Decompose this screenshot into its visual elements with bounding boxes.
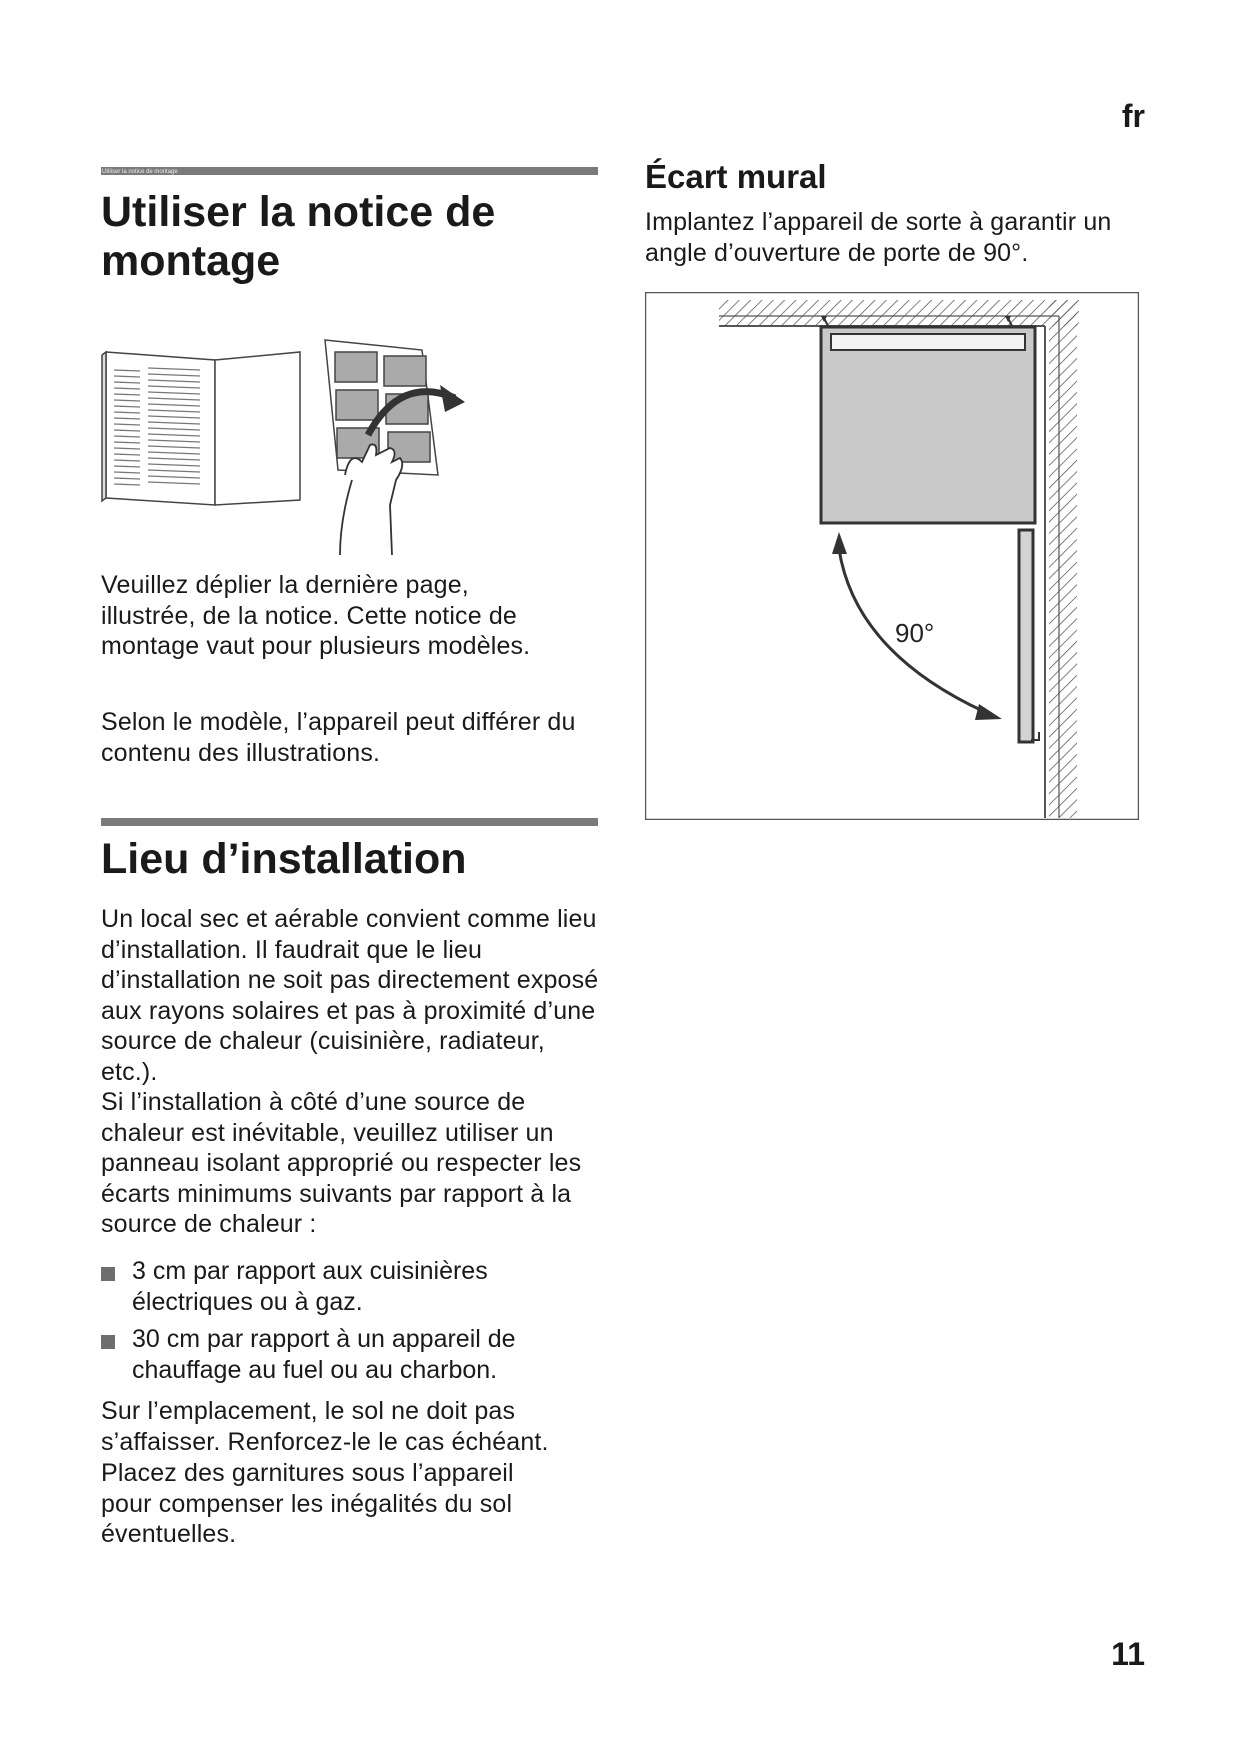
hand-icon xyxy=(340,444,402,555)
side-wall xyxy=(1049,300,1077,818)
bullet-square xyxy=(101,1267,115,1281)
paragraph: Selon le modèle, l’appareil peut différer du contenu des illustrations. xyxy=(101,708,576,767)
paragraph: Veuillez déplier la dernière page, illustrée, de la notice. Cette notice de montage vaut pour plusieurs modèles. xyxy=(101,571,531,660)
section-title-notice: Utiliser la notice de montage xyxy=(101,188,496,285)
section-label: Utiliser la notice de montage xyxy=(102,169,178,175)
paragraph: Placez des garnitures sous l’appareil pour compenser les inégalités du sol éventuelles. xyxy=(101,1459,514,1548)
bullet-square xyxy=(101,1335,115,1349)
wall-clearance-diagram xyxy=(645,292,1139,820)
distance-list xyxy=(101,1256,601,1392)
paragraph: Un local sec et aérable convient comme lieu d’installation. Il faudrait que le lieu d’installation ne soit pas directement exposé aux rayons solaires et pas à proximité d’une source de chaleur (cuisinière, radiateur, etc.). xyxy=(101,905,599,1086)
paragraph: Implantez l’appareil de sorte à garantir un angle d’ouverture de porte de 90°. xyxy=(645,208,1112,267)
angle-label: 90° xyxy=(895,618,935,648)
back-wall xyxy=(719,300,1079,326)
list-item: 3 cm par rapport aux cuisinières électriques ou à gaz. xyxy=(101,1256,601,1318)
manual-illustration xyxy=(100,330,480,560)
paragraph: Sur l’emplacement, le sol ne doit pas s’affaisser. Renforcez-le le cas échéant. xyxy=(101,1397,549,1456)
appliance-door xyxy=(1019,530,1033,742)
page-number: 11 xyxy=(1111,1636,1145,1672)
appliance-body xyxy=(821,327,1035,523)
section-title-lieu: Lieu d’installation xyxy=(101,835,467,883)
paragraph: Si l’installation à côté d’une source de chaleur est inévitable, veuillez utiliser un panneau isolant approprié ou respecter les écarts minimums suivants par rapport à la source de chaleur : xyxy=(101,1088,582,1238)
list-item: 30 cm par rapport à un appareil de chauffage au fuel ou au charbon. xyxy=(101,1324,601,1386)
open-book xyxy=(102,352,300,505)
language-code: fr xyxy=(1121,98,1145,134)
section-rule xyxy=(101,818,598,826)
fold-arrow-head xyxy=(440,385,465,412)
section-title-ecart: Écart mural xyxy=(645,158,827,195)
